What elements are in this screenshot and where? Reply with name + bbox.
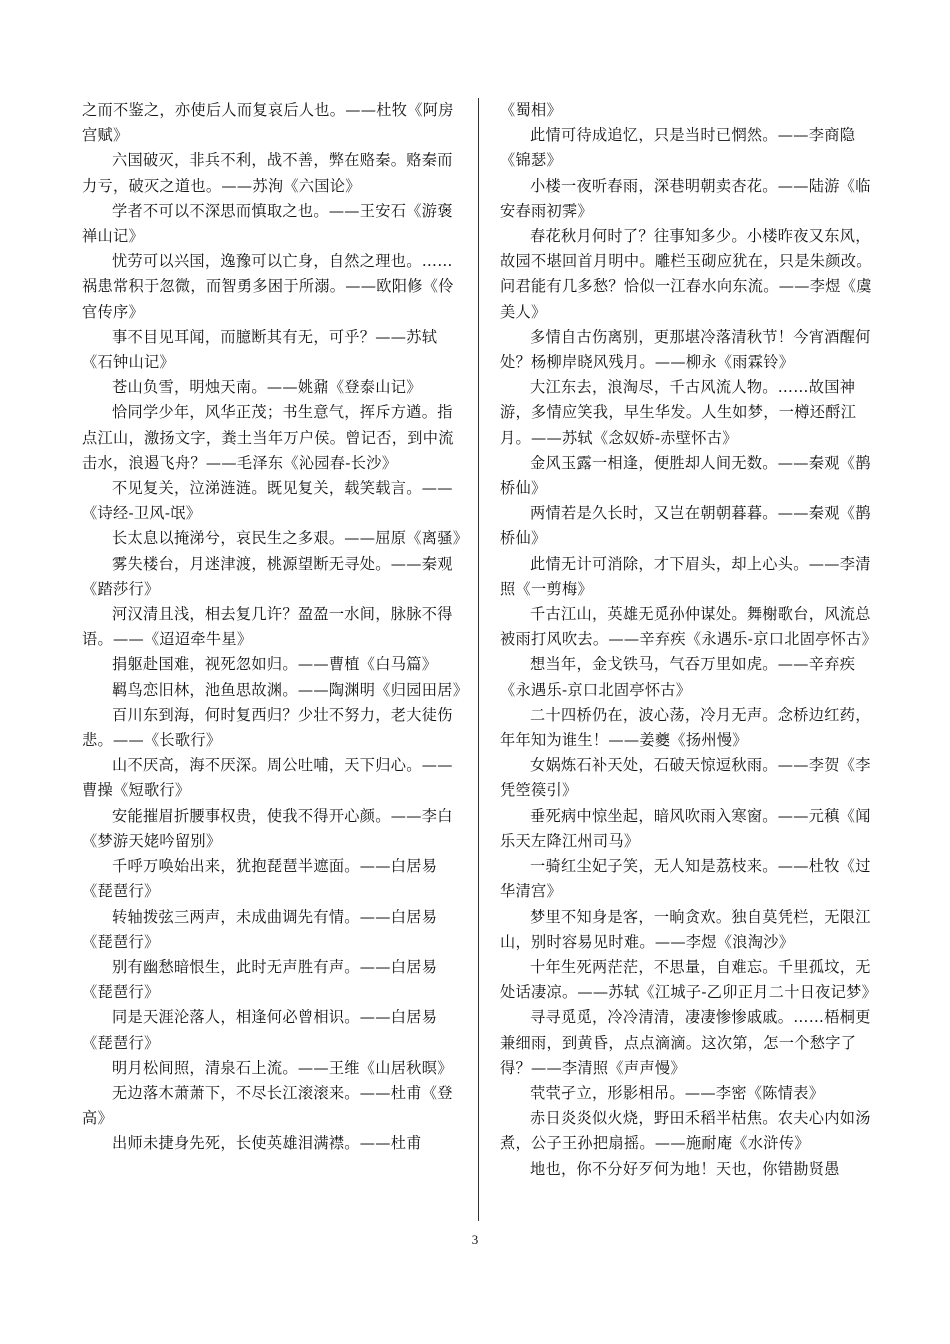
quote-paragraph: 垂死病中惊坐起，暗风吹雨入寒窗。——元稹《闻乐天左降江州司马》 [500, 806, 871, 850]
quote-paragraph: 羁鸟恋旧林，池鱼思故渊。——陶渊明《归园田居》 [112, 680, 469, 699]
quote-paragraph: 地也，你不分好歹何为地！天也，你错勘贤愚 [530, 1159, 840, 1178]
quote-paragraph: 之而不鉴之，亦使后人而复哀后人也。——杜牧《阿房宫赋》 [82, 101, 454, 145]
quote-paragraph: 《蜀相》 [500, 101, 562, 119]
quote-paragraph: 此情无计可消除，才下眉头，却上心头。——李清照《一剪梅》 [500, 554, 871, 598]
quote-paragraph: 茕茕孑立，形影相吊。——李密《陈情表》 [530, 1083, 825, 1102]
quote-paragraph: 大江东去，浪淘尽，千古风流人物。……故国神游，多情应笑我，早生华发。人生如梦，一樽还酹江月。——苏轼《念奴娇-赤壁怀古》 [500, 378, 857, 447]
quote-paragraph: 捐躯赴国难，视死忽如归。——曹植《白马篇》 [112, 655, 438, 674]
quote-paragraph: 女娲炼石补天处，石破天惊逗秋雨。——李贺《李凭箜篌引》 [500, 756, 871, 800]
quote-paragraph: 两情若是久长时，又岂在朝朝暮暮。——秦观《鹊桥仙》 [500, 504, 871, 548]
quote-paragraph: 转轴拨弦三两声，未成曲调先有情。——白居易《琵琶行》 [82, 907, 438, 951]
quote-paragraph: 长太息以掩涕兮，哀民生之多艰。——屈原《离骚》 [112, 529, 469, 548]
quote-paragraph: 多情自古伤离别，更那堪冷落清秋节！今宵酒醒何处？杨柳岸晓风残月。——柳永《雨霖铃》 [500, 327, 871, 372]
quote-paragraph: 事不目见耳闻，而臆断其有无，可乎？——苏轼《石钟山记》 [82, 327, 438, 372]
quote-paragraph: 春花秋月何时了？往事知多少。小楼昨夜又东风，故园不堪回首月明中。雕栏玉砌应犹在，只是朱颜改。问君能有几多愁？恰似一江春水向东流。——李煜《虞美人》 [500, 227, 872, 321]
quote-paragraph: 同是天涯沦落人，相逢何必曾相识。——白居易《琵琶行》 [82, 1008, 438, 1052]
quote-paragraph: 一骑红尘妃子笑，无人知是荔枝来。——杜牧《过华清宫》 [500, 857, 871, 901]
quote-paragraph: 学者不可以不深思而慎取之也。——王安石《游褒禅山记》 [82, 201, 453, 246]
quote-paragraph: 千呼万唤始出来，犹抱琵琶半遮面。——白居易《琵琶行》 [82, 857, 438, 901]
quote-paragraph: 六国破灭，非兵不利，战不善，弊在赂秦。赂秦而力亏，破灭之道也。——苏洵《六国论》 [82, 151, 453, 195]
quote-paragraph: 苍山负雪，明烛天南。——姚鼐《登泰山记》 [112, 378, 422, 397]
quote-paragraph: 别有幽愁暗恨生，此时无声胜有声。——白居易《琵琶行》 [82, 957, 438, 1002]
quote-paragraph: 小楼一夜听春雨，深巷明朝卖杏花。——陆游《临安春雨初霁》 [500, 176, 871, 220]
quote-paragraph: 赤日炎炎似火烧，野田禾稻半枯焦。农夫心内如汤煮，公子王孙把扇摇。——施耐庵《水浒传》 [500, 1109, 871, 1153]
quote-paragraph: 无边落木萧萧下，不尽长江滚滚来。——杜甫《登高》 [82, 1083, 453, 1128]
page-number: 3 [471, 1232, 479, 1247]
quote-paragraph: 忧劳可以兴国，逸豫可以亡身，自然之理也。……祸患常积于忽微，而智勇多困于所溺。——欧阳修《伶官传序》 [82, 252, 454, 321]
quote-paragraph: 出师未捷身先死，长使英雄泪满襟。——杜甫 [112, 1134, 422, 1153]
quote-paragraph: 雾失楼台，月迷津渡，桃源望断无寻处。——秦观《踏莎行》 [82, 554, 453, 598]
quote-paragraph: 二十四桥仍在，波心荡，冷月无声。念桥边红药，年年知为谁生！——姜夔《扬州慢》 [500, 705, 871, 750]
quote-paragraph: 千古江山，英雄无觅孙仲谋处。舞榭歌台，风流总被雨打风吹去。——辛弃疾《永遇乐-京口北固亭怀古》 [500, 605, 878, 649]
quote-paragraph: 明月松间照，清泉石上流。——王维《山居秋暝》 [112, 1058, 453, 1077]
quote-paragraph: 此情可待成追忆，只是当时已惘然。——李商隐《锦瑟》 [500, 126, 856, 170]
column-divider [478, 98, 479, 1221]
quote-paragraph: 梦里不知身是客，一晌贪欢。独自莫凭栏，无限江山，别时容易见时难。——李煜《浪淘沙》 [500, 907, 871, 951]
right-column [500, 98, 880, 1182]
quote-paragraph: 寻寻觅觅，冷冷清清，凄凄惨惨戚戚。……梧桐更兼细雨，到黄昏，点点滴滴。这次第，怎一个愁字了得？——李清照《声声慢》 [500, 1008, 871, 1077]
quote-paragraph: 恰同学少年，风华正茂；书生意气，挥斥方遒。指点江山，激扬文字，粪土当年万户侯。曾记否，到中流击水，浪遏飞舟？——毛泽东《沁园春-长沙》 [82, 403, 454, 472]
quote-paragraph: 山不厌高，海不厌深。周公吐哺，天下归心。——曹操《短歌行》 [82, 756, 453, 800]
quote-paragraph: 安能摧眉折腰事权贵，使我不得开心颜。——李白《梦游天姥吟留别》 [82, 806, 453, 850]
quote-paragraph: 十年生死两茫茫，不思量，自难忘。千里孤坟，无处话凄凉。——苏轼《江城子-乙卯正月二十日夜记梦》 [500, 957, 878, 1002]
quote-paragraph: 金风玉露一相逢，便胜却人间无数。——秦观《鹊桥仙》 [500, 453, 871, 498]
left-column [82, 98, 469, 1157]
quote-paragraph: 百川东到海，何时复西归？少壮不努力，老大徒伤悲。——《长歌行》 [82, 705, 453, 750]
quote-paragraph: 河汉清且浅，相去复几许？盈盈一水间，脉脉不得语。——《迢迢牵牛星》 [82, 605, 453, 649]
quote-paragraph: 想当年，金戈铁马，气吞万里如虎。——辛弃疾《永遇乐-京口北固亭怀古》 [500, 655, 856, 699]
quote-paragraph: 不见复关，泣涕涟涟。既见复关，载笑载言。——《诗经-卫风-氓》 [82, 479, 453, 523]
